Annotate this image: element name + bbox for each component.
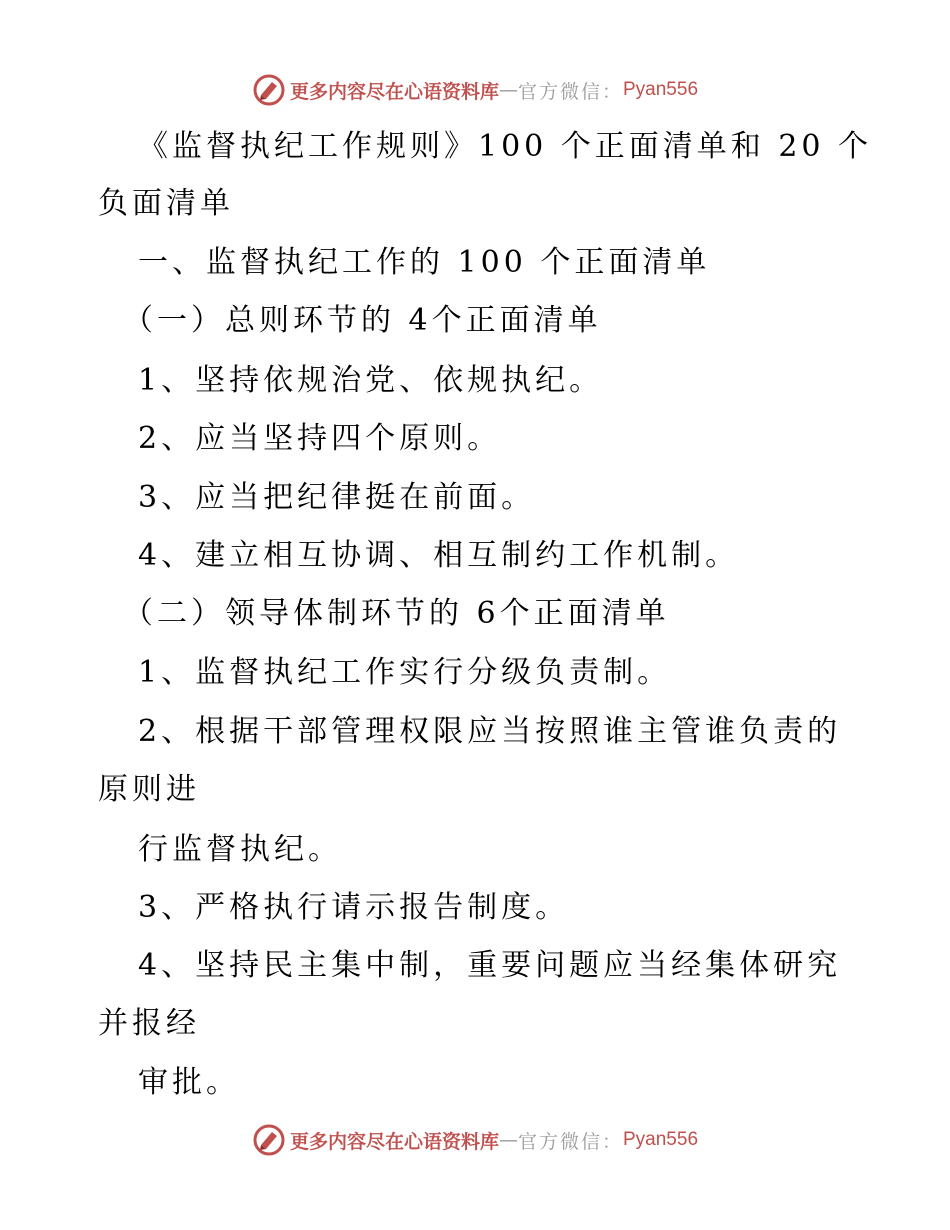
watermark-text: 更多内容尽在心语资料库 <box>289 1130 499 1153</box>
list-item-continuation: 并报经 <box>98 1006 200 1041</box>
list-item: 4、坚持民主集中制，重要问题应当经集体研究 <box>138 948 842 983</box>
logo-icon <box>252 73 286 107</box>
watermark-id: Pyan556 <box>623 1129 699 1150</box>
list-item-continuation: 原则进 <box>98 772 200 807</box>
watermark-official: 官方微信： <box>517 80 623 103</box>
list-item: 2、根据干部管理权限应当按照谁主管谁负责的 <box>138 714 842 749</box>
list-item: 2、应当坚持四个原则。 <box>138 421 502 456</box>
watermark-official: 官方微信： <box>517 1130 623 1153</box>
watermark-dash: — <box>498 1129 518 1151</box>
watermark-header <box>0 70 950 110</box>
subsection-heading-1: （一）总则环节的 4个正面清单 <box>123 303 602 338</box>
logo-icon <box>252 1123 286 1157</box>
watermark-footer <box>0 1120 950 1160</box>
watermark-id: Pyan556 <box>623 79 699 100</box>
list-item-continuation: 行监督执纪。 <box>138 832 342 867</box>
document-title-line1: 《监督执纪工作规则》100 个正面清单和 20 个 <box>138 129 873 164</box>
list-item: 1、监督执纪工作实行分级负责制。 <box>138 655 672 690</box>
list-item: 3、应当把纪律挺在前面。 <box>138 480 536 515</box>
watermark-text: 更多内容尽在心语资料库 <box>289 80 499 103</box>
list-item: 3、严格执行请示报告制度。 <box>138 890 570 925</box>
section-heading-1: 一、监督执纪工作的 100 个正面清单 <box>138 245 711 280</box>
list-item-continuation: 审批。 <box>138 1065 240 1100</box>
watermark-dash: — <box>498 79 518 101</box>
subsection-heading-2: （二）领导体制环节的 6个正面清单 <box>123 596 670 631</box>
list-item: 4、建立相互协调、相互制约工作机制。 <box>138 538 740 573</box>
document-title-line2: 负面清单 <box>98 186 234 221</box>
list-item: 1、坚持依规治党、依规执纪。 <box>138 363 604 398</box>
